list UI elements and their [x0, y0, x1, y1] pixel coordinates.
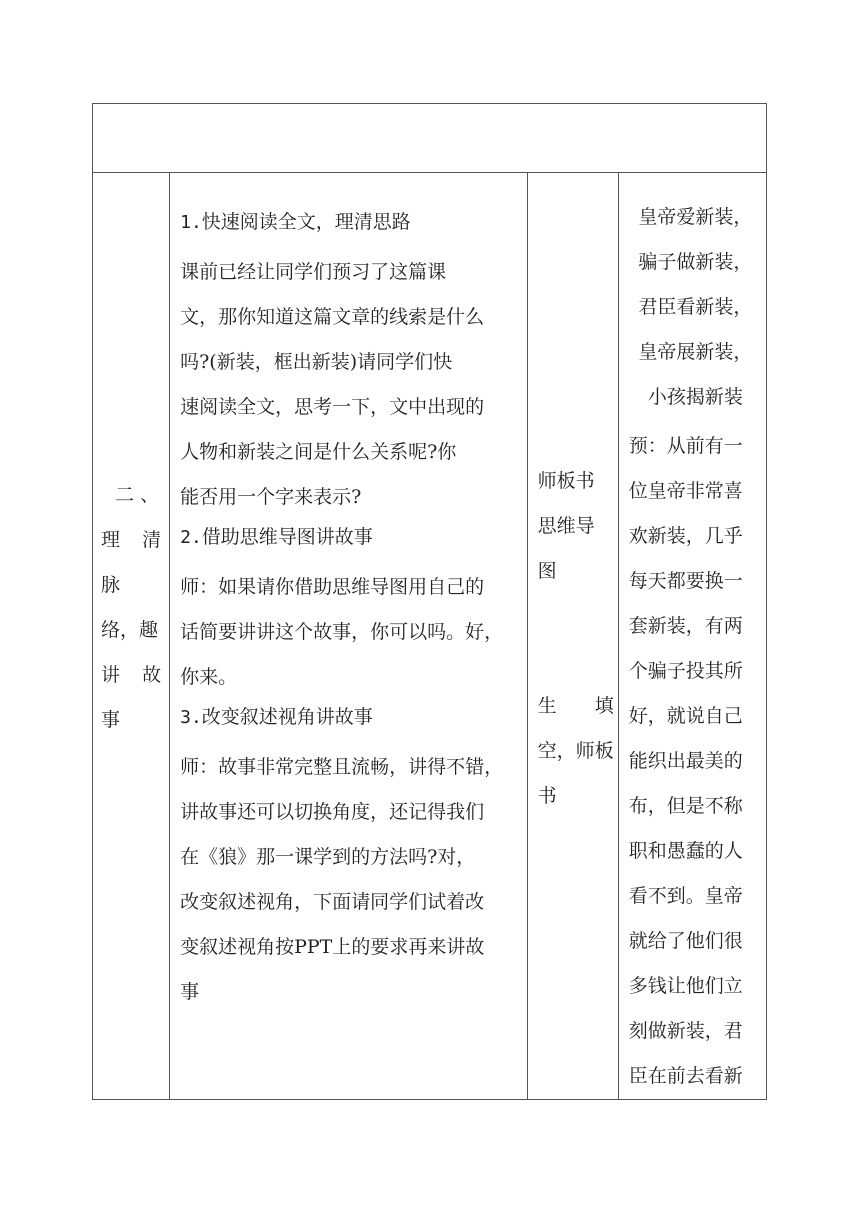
stage-text: 讲: [101, 664, 121, 686]
method-text: 空，师板: [537, 740, 614, 762]
stage-text: 脉: [101, 574, 121, 596]
method-cell: [527, 173, 618, 1100]
stage-text: 事: [101, 709, 121, 731]
method-text: 生: [537, 695, 557, 717]
stage-text: 二: [115, 484, 135, 506]
stage-cell: [93, 173, 170, 1100]
stage-label: [93, 173, 169, 743]
paragraph-3: 师：故事非常完整且流畅，讲得不错， 讲故事还可以切换角度，还记得我们 在《狼》那一课学到的方法吗?对， 改变叙述视角，下面请同学们试着改 变叙述视角按PPT上的要求再来讲故 事: [180, 756, 504, 1003]
section-heading-3: 3.改变叙述视角讲故事: [180, 706, 373, 728]
preview-block: 预：从前有一 位皇帝非常喜 欢新装，几乎 每天都要换一 套新装，有两 个骗子投其所 好，就说自己 能织出最美的 布，但是不称 职和愚蠢的人 看不到。皇帝 就给了他们很 多钱让他们立 刻做新装，君 臣在前去看新: [628, 435, 743, 1087]
section-heading-1: 1.快速阅读全文，理清思路: [180, 211, 411, 233]
notes-cell: [618, 173, 766, 1100]
method-text: 师板书: [537, 470, 595, 492]
method-text: 填: [594, 695, 614, 717]
method-text: 思维导: [537, 515, 595, 537]
merged-top-cell: [93, 104, 767, 173]
stage-text: 、: [140, 484, 160, 506]
section-heading-2: 2.借助思维导图讲故事: [180, 526, 373, 548]
method-text: 书: [537, 785, 557, 807]
table-header-row: [93, 104, 767, 173]
stage-text: 理: [101, 529, 121, 551]
paragraph-2: 师：如果请你借助思维导图用自己的 话简要讲讲这个故事，你可以吗。好， 你来。: [180, 576, 504, 688]
paragraph-1: 课前已经让同学们预习了这篇课 文，那你知道这篇文章的线索是什么 吗?(新装，框出新装)请同学们快 速阅读全文，思考一下，文中出现的 人物和新装之间是什么关系呢?你 能否用一个字来表示?: [180, 261, 485, 508]
lesson-plan-table: [92, 103, 767, 1100]
stage-text: 络，趣: [101, 619, 159, 641]
content-cell: [170, 173, 528, 1100]
outline-block: 皇帝爱新装， 骗子做新装， 君臣看新装， 皇帝展新装， 小孩揭新装: [638, 206, 753, 408]
stage-text: 清: [142, 529, 162, 551]
table-row: [93, 173, 767, 1100]
method-text: 图: [537, 560, 557, 582]
stage-text: 故: [142, 664, 162, 686]
